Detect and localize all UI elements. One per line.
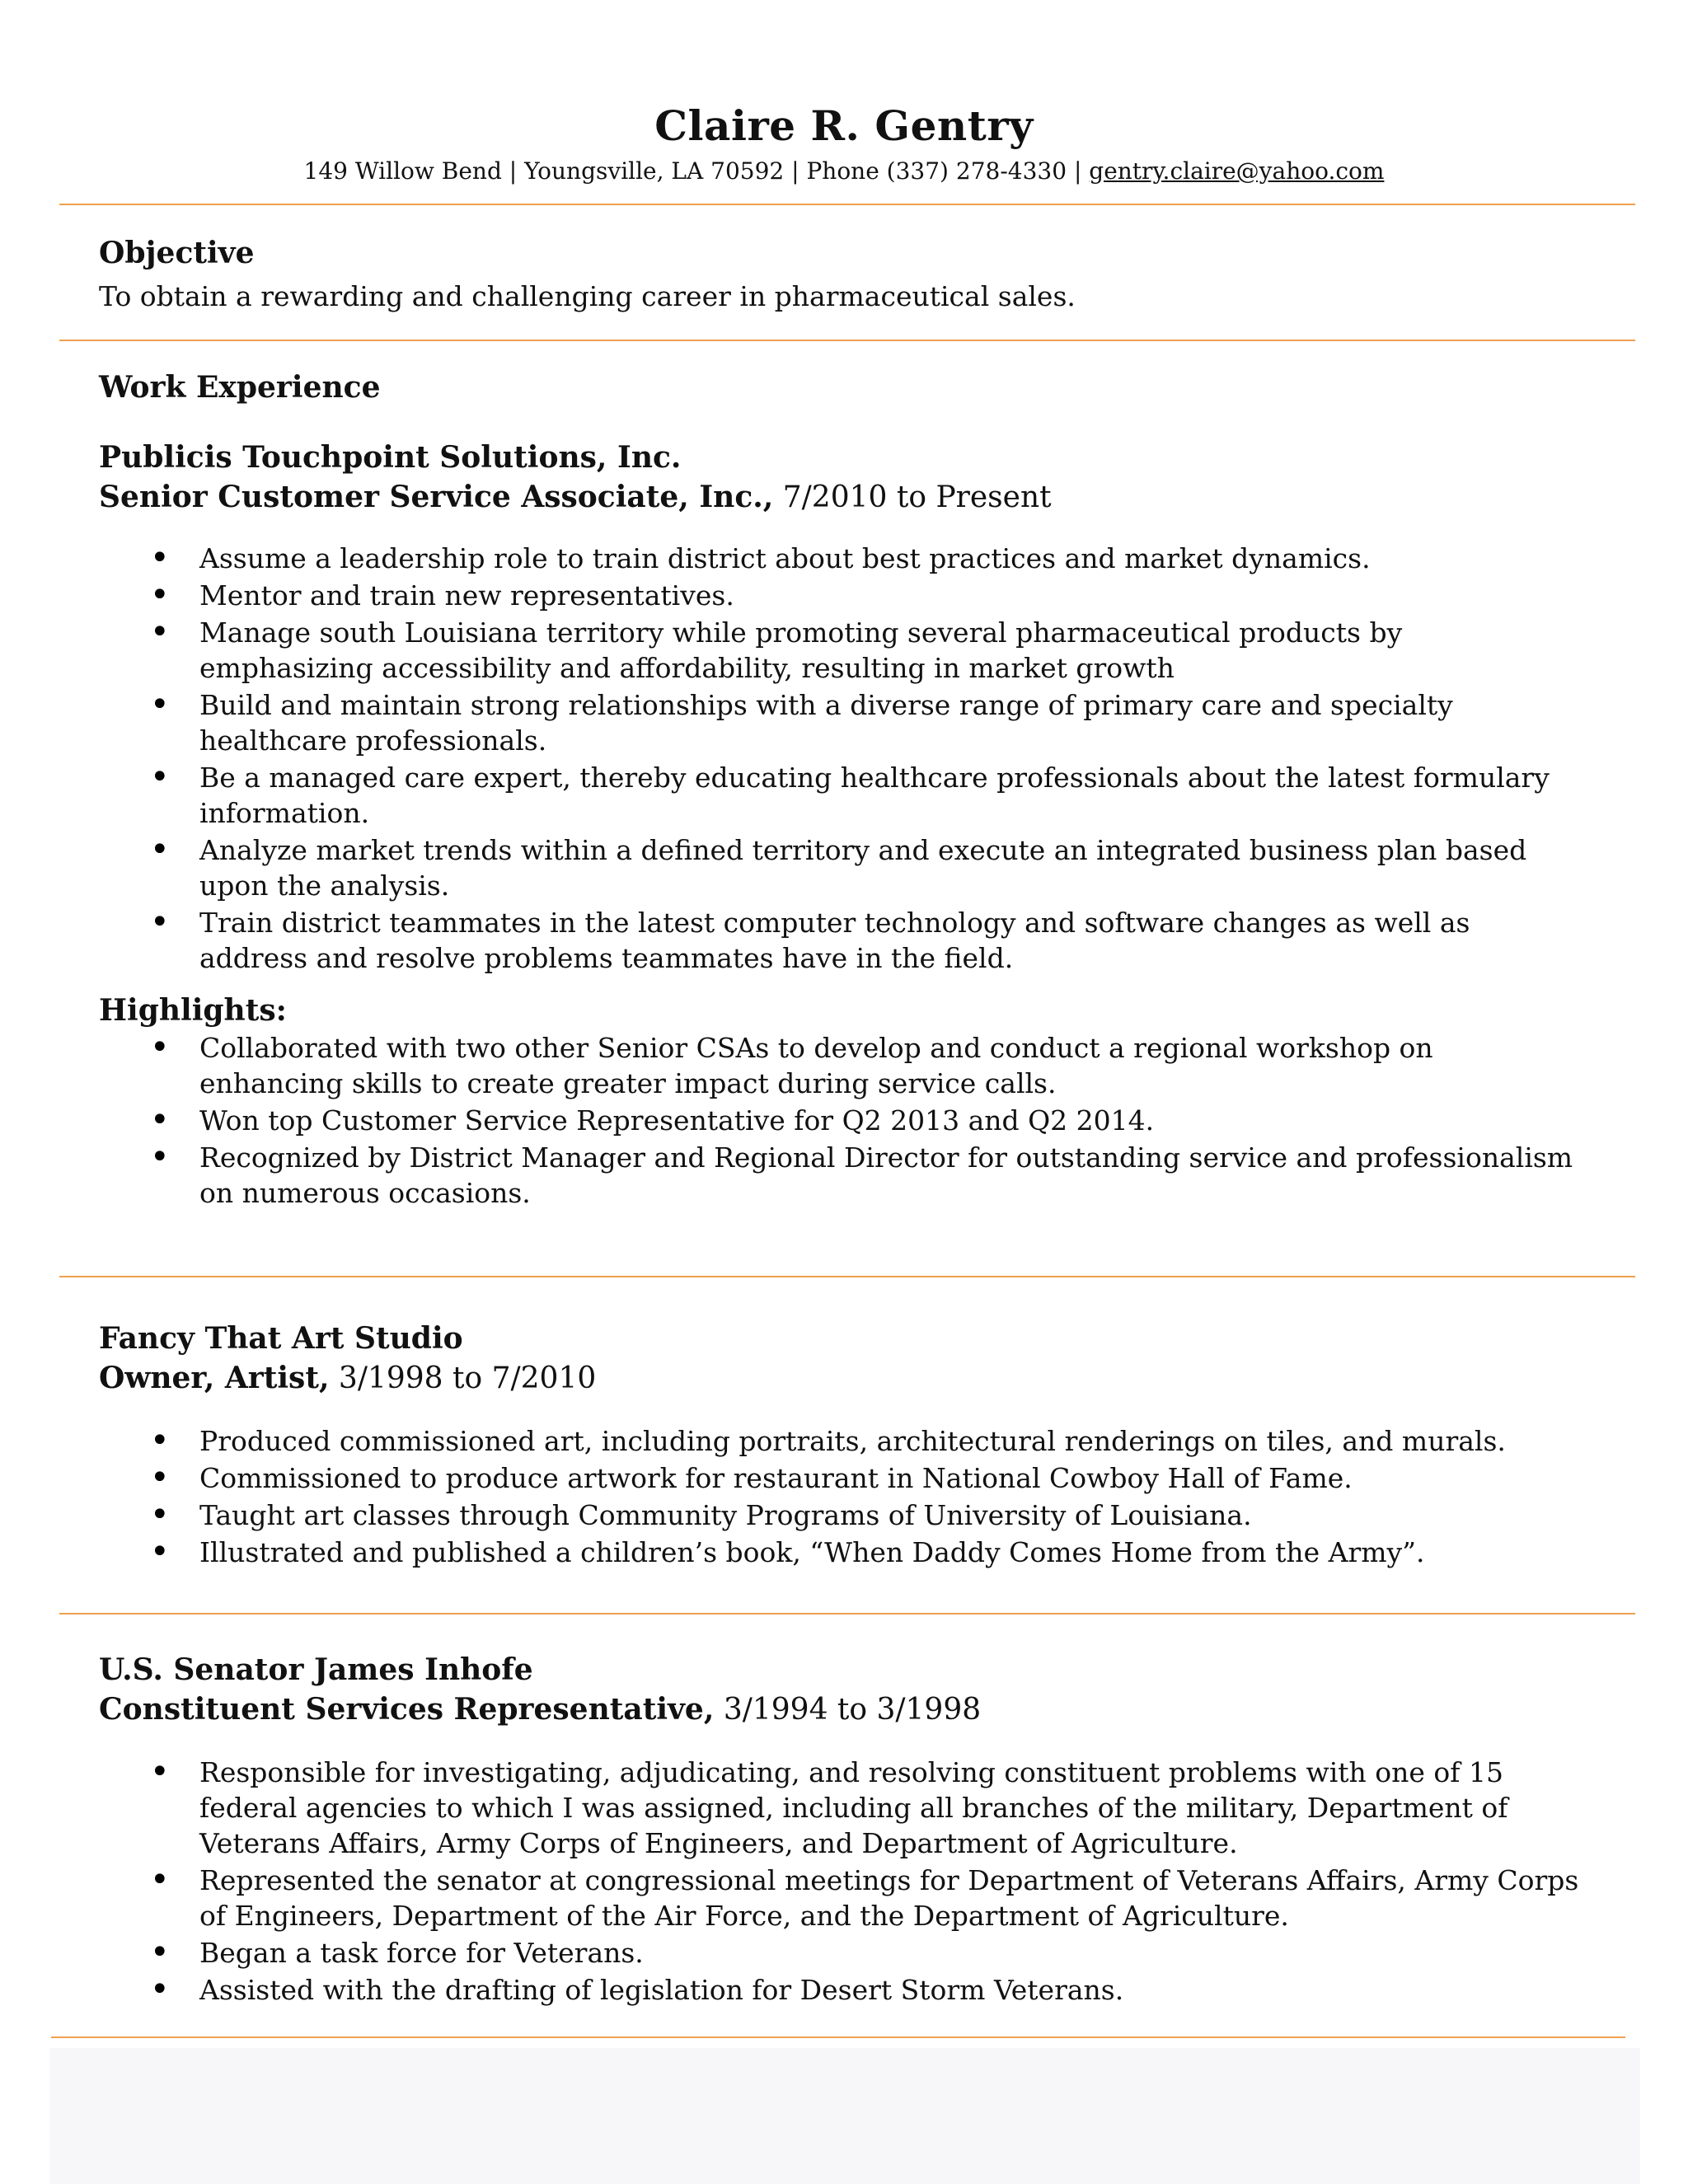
list-item: • Taught art classes through Community Programs of University of Louisiana. xyxy=(99,1497,1582,1533)
email-link[interactable]: gentry.claire@yahoo.com xyxy=(1089,157,1385,185)
work-experience-section xyxy=(99,368,1582,1212)
job-title: Senior Customer Service Associate, Inc., xyxy=(99,480,774,514)
list-item: • Won top Customer Service Representative for Q2 2013 and Q2 2014. xyxy=(99,1103,1582,1138)
divider xyxy=(59,1613,1635,1615)
section-title-objective: Objective xyxy=(99,236,255,270)
list-item: • Recognized by District Manager and Regional Director for outstanding service and professionalism on numerous occasions. xyxy=(99,1140,1582,1211)
list-item: • Manage south Louisiana territory while promoting several pharmaceutical products by emphasizing accessibility and affordability, resulting in market growth xyxy=(99,615,1582,686)
section-title-work-experience: Work Experience xyxy=(99,370,381,405)
divider xyxy=(59,204,1635,205)
contact-details: 149 Willow Bend | Youngsville, LA 70592 | Phone (337) 278-4330 | xyxy=(303,157,1090,185)
job-title: Owner, Artist, xyxy=(99,1361,330,1395)
list-item: • Illustrated and published a children’s book, “When Daddy Comes Home from the Army”. xyxy=(99,1535,1582,1570)
responsibility-list xyxy=(99,541,1582,976)
highlights-list xyxy=(99,1030,1582,1211)
list-item: • Assume a leadership role to train district about best practices and market dynamics. xyxy=(99,541,1582,576)
job-dates: 3/1994 to 3/1998 xyxy=(714,1693,982,1727)
list-item: • Responsible for investigating, adjudicating, and resolving constituent problems with one of 15 federal agencies to which I was assigned, including all branches of the military, Department of Veterans Affairs, Army Corps of Engineers, and Department of Agriculture. xyxy=(99,1755,1582,1861)
job-role xyxy=(99,1690,1582,1730)
footer-shade xyxy=(49,2048,1640,2184)
job-role xyxy=(99,477,1582,518)
divider xyxy=(51,2036,1625,2038)
list-item: • Be a managed care expert, thereby educating healthcare professionals about the latest formulary information. xyxy=(99,760,1582,831)
list-item: • Collaborated with two other Senior CSAs to develop and conduct a regional workshop on enhancing skills to create greater impact during service calls. xyxy=(99,1030,1582,1101)
list-item: • Represented the senator at congressional meetings for Department of Veterans Affairs, Army Corps of Engineers, Department of the Air Force, and the Department of Agriculture. xyxy=(99,1863,1582,1933)
employer-name: Fancy That Art Studio xyxy=(99,1321,463,1356)
list-item: • Assisted with the drafting of legislation for Desert Storm Veterans. xyxy=(99,1972,1582,2008)
contact-line xyxy=(0,155,1688,188)
list-item: • Analyze market trends within a defined territory and execute an integrated business plan based upon the analysis. xyxy=(99,832,1582,903)
job-entry xyxy=(99,1319,1582,1572)
responsibility-list xyxy=(99,1423,1582,1570)
list-item: • Build and maintain strong relationships with a diverse range of primary care and specialty healthcare professionals. xyxy=(99,687,1582,758)
divider xyxy=(59,340,1635,341)
job-role xyxy=(99,1358,1582,1399)
list-item: • Began a task force for Veterans. xyxy=(99,1935,1582,1971)
objective-section xyxy=(99,233,1582,316)
list-item: • Mentor and train new representatives. xyxy=(99,578,1582,613)
resume-header xyxy=(0,99,1688,188)
job-entry xyxy=(99,1650,1582,2009)
employer-name: U.S. Senator James Inhofe xyxy=(99,1652,533,1687)
responsibility-list xyxy=(99,1755,1582,2008)
list-item: • Produced commissioned art, including portraits, architectural renderings on tiles, and murals. xyxy=(99,1423,1582,1459)
divider xyxy=(59,1276,1635,1277)
highlights-title: Highlights: xyxy=(99,993,287,1028)
applicant-name: Claire R. Gentry xyxy=(654,101,1034,150)
job-title: Constituent Services Representative, xyxy=(99,1692,715,1727)
employer-name: Publicis Touchpoint Solutions, Inc. xyxy=(99,440,682,475)
job-dates: 7/2010 to Present xyxy=(773,480,1052,514)
list-item: • Train district teammates in the latest computer technology and software changes as well as address and resolve problems teammates have in the field. xyxy=(99,905,1582,976)
objective-text: To obtain a rewarding and challenging career in pharmaceutical sales. xyxy=(99,280,1076,312)
list-item: • Commissioned to produce artwork for restaurant in National Cowboy Hall of Fame. xyxy=(99,1460,1582,1496)
job-dates: 3/1998 to 7/2010 xyxy=(329,1361,597,1395)
